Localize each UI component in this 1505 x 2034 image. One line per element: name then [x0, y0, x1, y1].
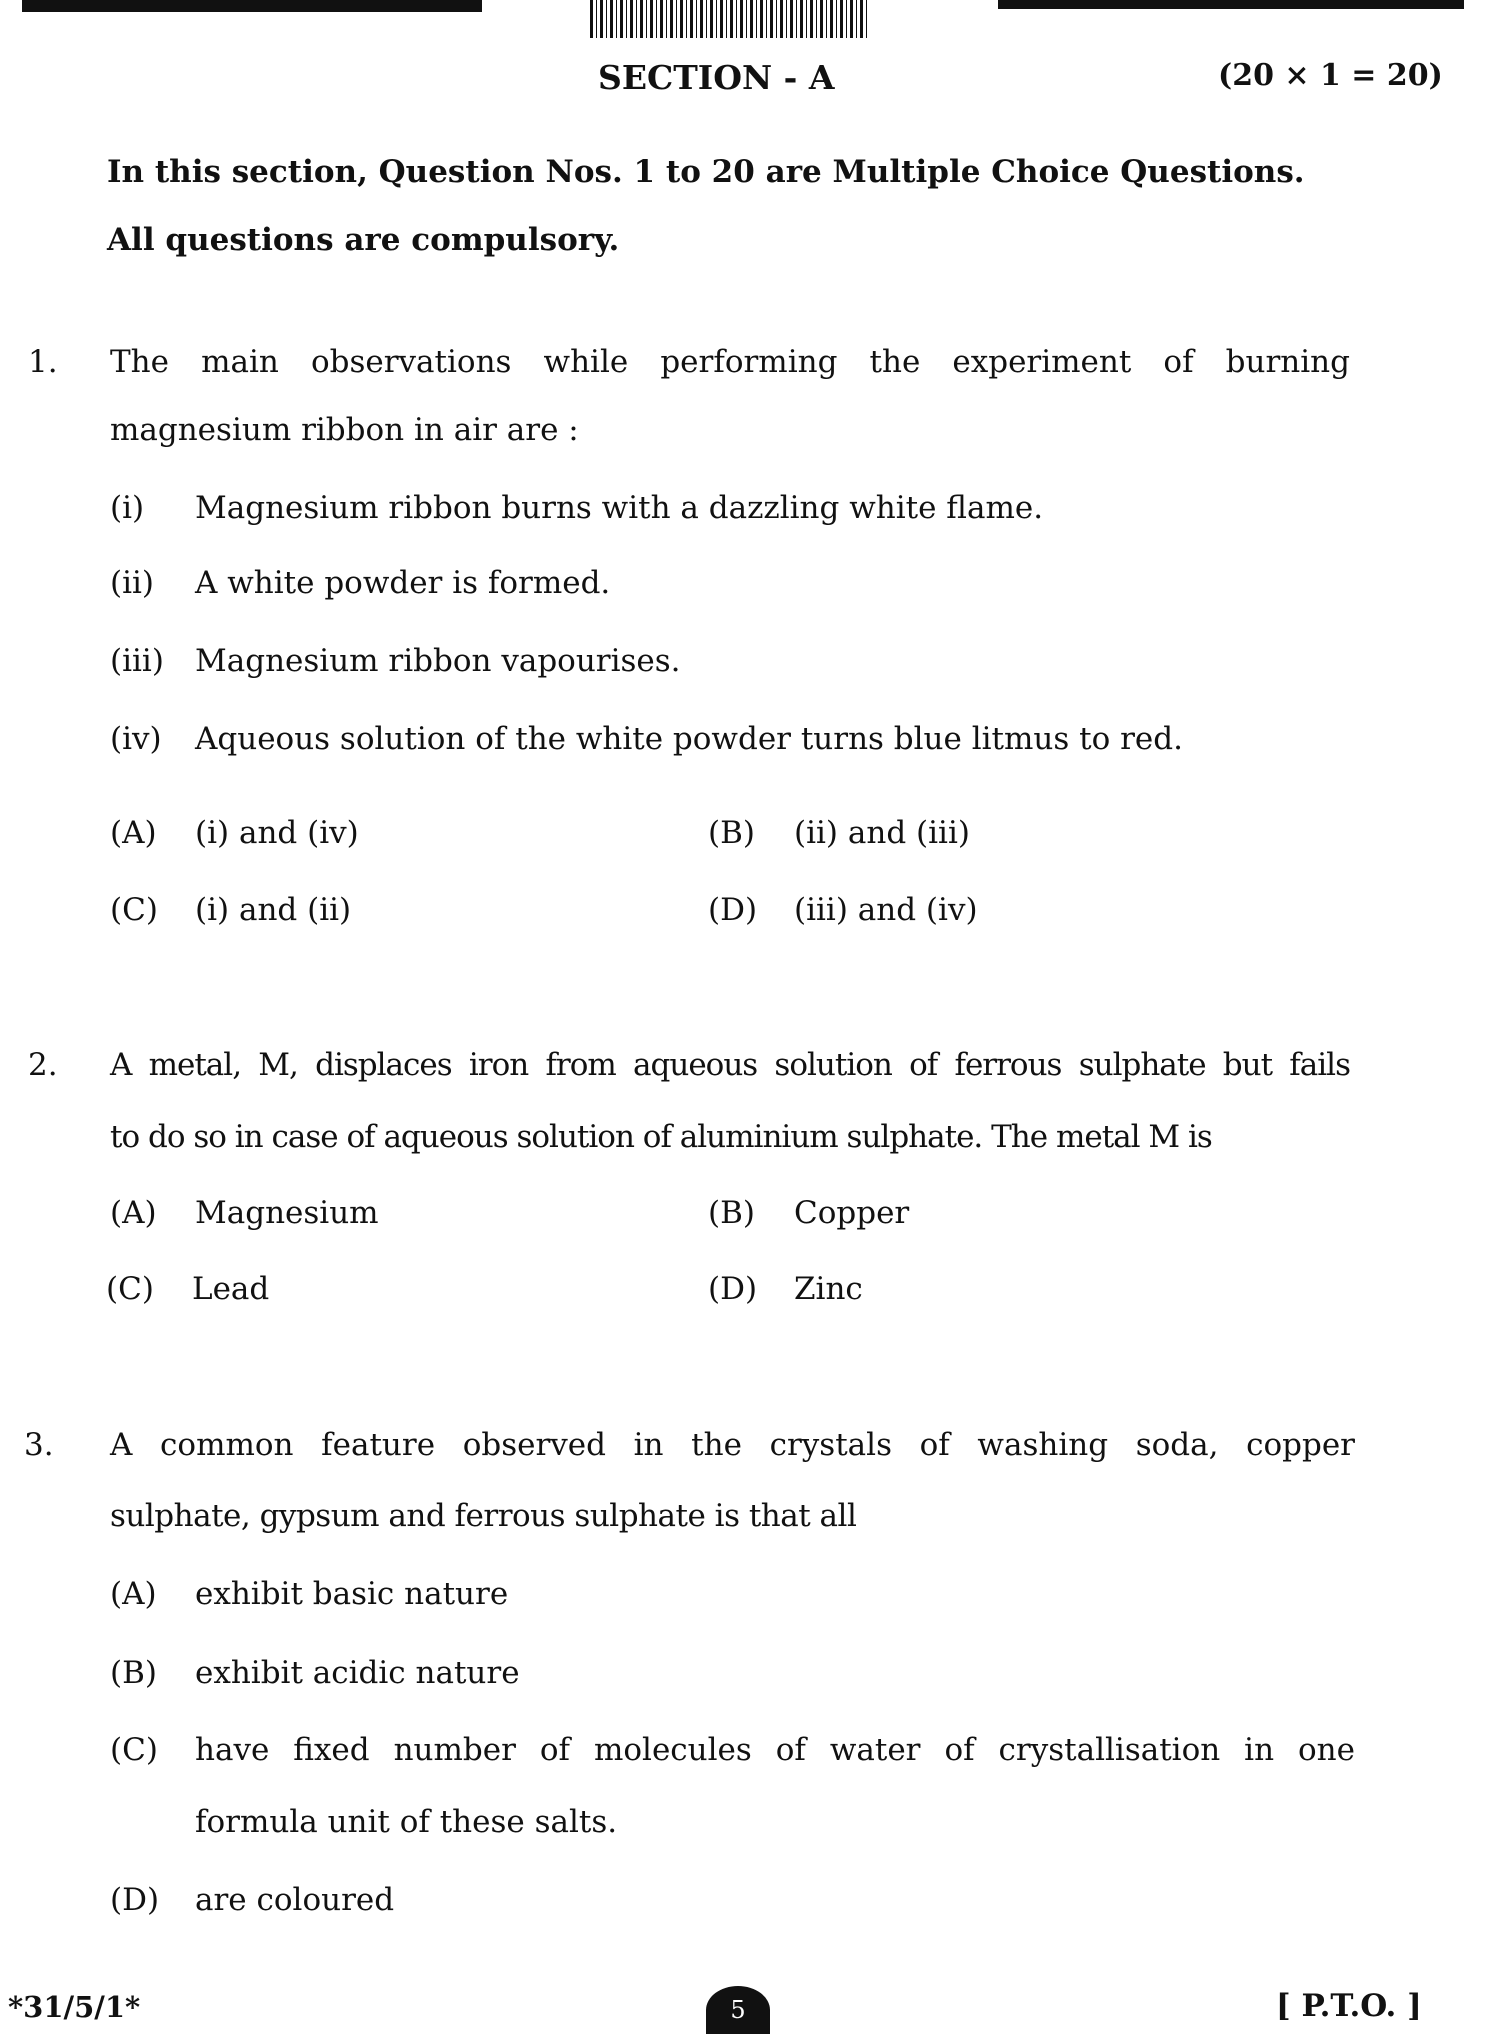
option-label: (A) [110, 1576, 157, 1612]
option-text: Copper [794, 1195, 910, 1231]
instruction-line: All questions are compulsory. [107, 222, 620, 258]
option-text: Lead [192, 1271, 270, 1307]
statement-text: Magnesium ribbon burns with a dazzling white flame. [195, 490, 1044, 526]
option-text: (iii) and (iv) [794, 892, 978, 928]
top-left-bar [22, 0, 482, 12]
statement-text: Aqueous solution of the white powder turns blue litmus to red. [195, 721, 1183, 757]
option-label: (D) [110, 1882, 160, 1918]
statement-label: (iii) [110, 643, 164, 679]
barcode [590, 0, 870, 38]
option-label: (B) [708, 1195, 755, 1231]
option-label: (D) [708, 892, 758, 928]
option-text-continued: formula unit of these salts. [195, 1804, 618, 1840]
question-number: 1. [28, 344, 58, 380]
question-number: 3. [24, 1427, 54, 1463]
option-label: (D) [708, 1271, 758, 1307]
option-text: (i) and (iv) [195, 815, 359, 851]
option-label: (A) [110, 1195, 157, 1231]
option-label: (B) [708, 815, 755, 851]
option-text: (i) and (ii) [195, 892, 352, 928]
statement-label: (ii) [110, 565, 155, 601]
paper-code: *31/5/1* [8, 1990, 141, 2024]
statement-label: (i) [110, 490, 145, 526]
question-text: sulphate, gypsum and ferrous sulphate is that all [110, 1498, 857, 1534]
statement-text: A white powder is formed. [195, 565, 611, 601]
option-label: (C) [106, 1271, 154, 1307]
option-label: (C) [110, 1732, 158, 1768]
pto-label: [ P.T.O. ] [1276, 1988, 1422, 2024]
option-label: (B) [110, 1655, 157, 1691]
statement-label: (iv) [110, 721, 162, 757]
option-text: Zinc [794, 1271, 863, 1307]
option-text: exhibit basic nature [195, 1576, 509, 1612]
option-text: (ii) and (iii) [794, 815, 970, 851]
option-text: Magnesium [195, 1195, 379, 1231]
option-text: are coloured [195, 1882, 395, 1918]
question-text: A common feature observed in the crystals of washing soda, copper [110, 1427, 1355, 1463]
top-right-bar [998, 0, 1464, 9]
question-text: The main observations while performing the experiment of burning [110, 344, 1350, 380]
question-number: 2. [28, 1047, 58, 1083]
option-label: (C) [110, 892, 158, 928]
question-text: magnesium ribbon in air are : [110, 412, 579, 448]
instruction-line: In this section, Question Nos. 1 to 20 are Multiple Choice Questions. [107, 154, 1305, 190]
question-text: A metal, M, displaces iron from aqueous solution of ferrous sulphate but fails [110, 1047, 1350, 1083]
option-text: have fixed number of molecules of water of crystallisation in one [195, 1732, 1355, 1768]
option-text: exhibit acidic nature [195, 1655, 520, 1691]
page-number: 5 [706, 1986, 770, 2034]
statement-text: Magnesium ribbon vapourises. [195, 643, 681, 679]
question-text: to do so in case of aqueous solution of aluminium sulphate. The metal M is [110, 1119, 1212, 1155]
section-title: SECTION - A [598, 58, 835, 97]
option-label: (A) [110, 815, 157, 851]
section-marks: (20 × 1 = 20) [1218, 58, 1443, 93]
